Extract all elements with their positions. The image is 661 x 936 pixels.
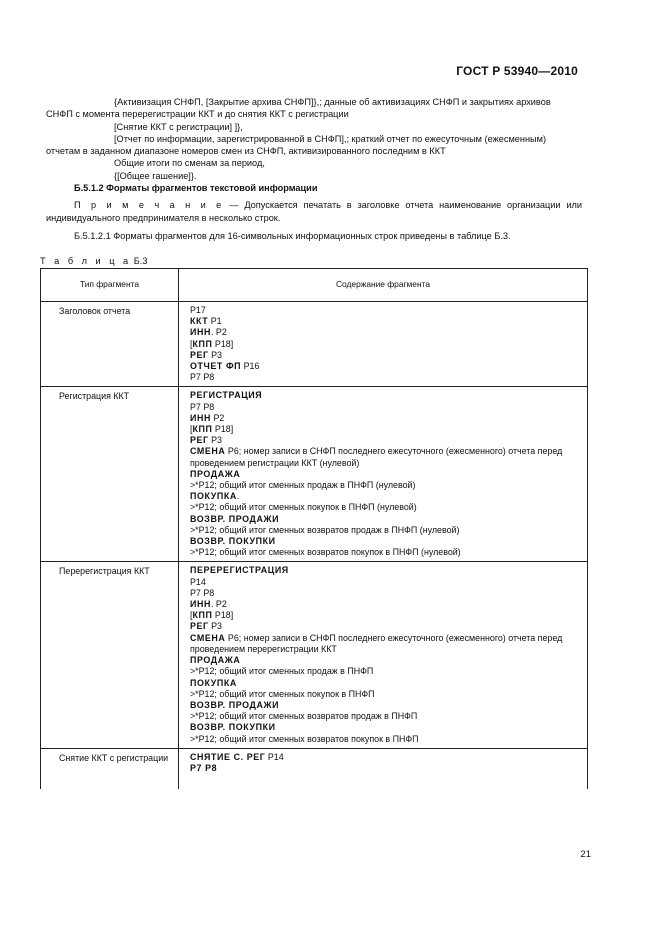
content-line: >*P12; общий итог сменных возвратов покупок в ПНФП (нулевой) [190,547,461,558]
content-line: ККТ P1 [190,316,222,327]
content-line: [КПП P18] [190,338,234,349]
intro-line: {Активизация СНФП, [Закрытие архива СНФП]},; данные об активизациях СНФП и закрытиях архивов [114,97,551,107]
fragment-type: Регистрация ККТ [41,387,179,562]
content-line: ПОКУПКА. [190,491,240,502]
fragment-type: Перерегистрация ККТ [41,562,179,748]
content-line: ОТЧЕТ ФП P16 [190,361,260,372]
content-line: [КПП P18] [190,610,234,621]
content-line: >*P12; общий итог сменных возвратов покупок в ПНФП [190,733,419,744]
content-line: P17 [190,305,206,315]
content-line: P14 [190,576,206,587]
content-line: >*P12; общий итог сменных покупок в ПНФП [190,688,375,699]
content-line: СМЕНА P6; номер записи в СНФП последнего ежесуточного (ежесменного) отчета перед проведением перерегистрации ККТ [190,632,563,654]
fragment-type: Заголовок отчета [41,302,179,387]
column-header-type: Тип фрагмента [41,269,179,302]
content-line: P7 P8 [190,587,215,598]
table-caption-word: Т а б л и ц а [40,256,132,266]
content-line: ВОЗВР. ПОКУПКИ [190,722,276,733]
content-line: ПРОДАЖА [190,655,241,666]
fragment-content [179,302,588,387]
table-row [41,748,588,789]
content-line: ИНН. P2 [190,327,227,338]
content-line: >*P12; общий итог сменных возвратов продаж в ПНФП [190,711,418,722]
content-line: >*P12; общий итог сменных продаж в ПНФП [190,666,374,677]
fragment-content [179,562,588,748]
content-line: >*P12; общий итог сменных возвратов продаж в ПНФП (нулевой) [190,524,460,535]
content-line: ПРОДАЖА [190,468,241,479]
table-row [41,562,588,748]
note-label: П р и м е ч а н и е [74,200,224,211]
table-row [41,387,588,562]
intro-line: [Снятие ККТ с регистрации] ]}, [114,121,243,132]
content-line: ИНН P2 [190,412,225,423]
table-header-row [41,269,588,302]
table-caption [40,256,147,266]
intro-line: [Отчет по информации, зарегистрированной в СНФП],; краткий отчет по ежесуточным (ежесменным) [114,133,547,144]
content-line: ВОЗВР. ПОКУПКИ [190,536,276,547]
content-line: ПЕРЕРЕГИСТРАЦИЯ [190,565,289,576]
content-line: P7 P8 [190,401,215,412]
note-text: — Допускается печатать в заголовке отчета наименование организации или индивидуального предпринимателя в несколько строк. [46,200,582,223]
intro-line: отчетам в заданном диапазоне номеров смен из СНФП, активизированного последним в ККТ [46,146,446,157]
fragment-type: Снятие ККТ с регистрации [41,748,179,789]
intro-line: {[Общее гашение]}. [114,170,197,181]
intro-text [46,96,582,242]
content-line: ПОКУПКА [190,677,237,688]
intro-line: СНФП с момента перерегистрации ККТ и до снятия ККТ с регистрации [46,109,349,120]
content-line: P7 P8 [190,762,218,773]
table-caption-number: Б.3 [133,256,148,266]
note-paragraph [46,199,582,224]
column-header-content: Содержание фрагмента [179,269,588,302]
content-line: [КПП P18] [190,424,234,435]
page-number: 21 [580,849,591,860]
content-line: ВОЗВР. ПРОДАЖИ [190,699,280,710]
content-line: >*P12; общий итог сменных покупок в ПНФП (нулевой) [190,502,417,513]
content-line: P7 P8 [190,372,215,383]
content-line: РЕГ P3 [190,435,222,446]
document-code: ГОСТ Р 53940—2010 [456,64,578,78]
section-heading: Б.5.1.2 Форматы фрагментов текстовой информации [74,183,318,194]
content-line: СНЯТИЕ С. РЕГ P14 [190,751,284,762]
content-line: РЕГ P3 [190,621,222,632]
content-line: РЕГ P3 [190,349,222,360]
content-line: ВОЗВР. ПРОДАЖИ [190,513,280,524]
content-line: РЕГИСТРАЦИЯ [190,390,263,401]
content-line: >*P12; общий итог сменных продаж в ПНФП (нулевой) [190,480,416,491]
subsection-paragraph: Б.5.1.2.1 Форматы фрагментов для 16-символьных информационных строк приведены в таблице Б.3. [74,230,511,241]
table-row [41,302,588,387]
content-line: ИНН. P2 [190,599,227,610]
fragment-table [40,268,588,789]
intro-line: Общие итоги по сменам за период, [114,158,265,169]
fragment-content [179,387,588,562]
fragment-content [179,748,588,789]
content-line: СМЕНА P6; номер записи в СНФП последнего ежесуточного (ежесменного) отчета перед проведением регистрации ККТ (нулевой) [190,446,563,468]
